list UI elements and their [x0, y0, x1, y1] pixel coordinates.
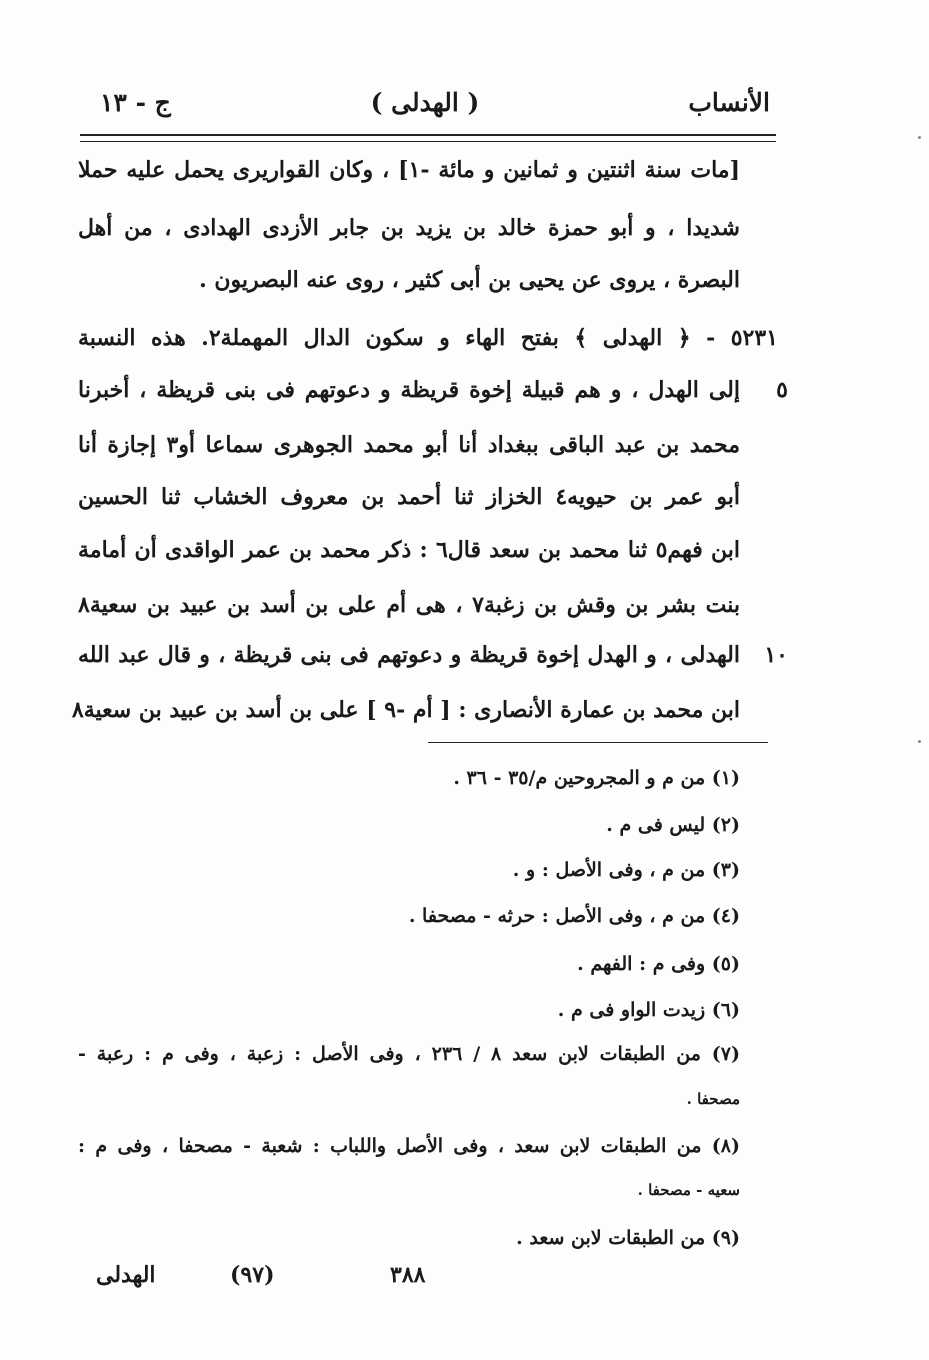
footnote-4: (٤) من م ، وفى الأصل : حرثه - مصحفا . [408, 905, 740, 927]
body-line-10: الهدلى ، و الهدل إخوة قريظة و دعوتهم فى بنى قريظة ، و قال عبد الله [78, 642, 740, 668]
body-line-1: [مات سنة اثنتين و ثمانين و مائة -١] ، وكان القواريرى يحمل عليه حملا [78, 157, 740, 183]
running-head-book-title: الأنساب [688, 88, 770, 117]
footnote-7: (٧) من الطبقات لابن سعد ٨ / ٢٣٦ ، وفى الأصل : زعبة ، وفى م : رعبة - [78, 1043, 740, 1065]
footnote-6: (٦) زيدت الواو فى م . [557, 999, 740, 1021]
footnote-1: (١) من م و المجروحين م/٣٥ - ٣٦ . [453, 767, 740, 789]
body-line-11: ابن محمد بن عمارة الأنصارى : [ أم -٩ ] على بن أسد بن عبيد بن سعية٨ [71, 697, 740, 723]
scan-speck [918, 136, 921, 139]
body-line-5: إلى الهدل ، و هم قبيلة إخوة قريظة و دعوتهم فى بنى قريظة ، أخبرنا [78, 377, 740, 403]
line-number-5: ٥ [776, 377, 788, 403]
footnote-9: (٩) من الطبقات لابن سعد . [516, 1227, 740, 1249]
header-rule [80, 134, 776, 142]
footer-reference: (٩٧) [230, 1262, 275, 1288]
footer-entry-name: الهدلى [96, 1262, 156, 1288]
running-head-volume: ج - ١٣ [100, 88, 171, 117]
footnote-8-continuation: سعيه - مصحفا . [637, 1181, 740, 1199]
body-line-3: البصرة ، يروى عن يحيى بن أبى كثير ، روى عنه البصريون . [199, 267, 740, 293]
scan-speck [918, 740, 921, 743]
footnote-3: (٣) من م ، وفى الأصل : و . [512, 859, 740, 881]
footnote-rule [428, 742, 768, 743]
footnote-5: (٥) وفى م : الفهم . [577, 953, 740, 975]
footnote-7-continuation: مصحفا . [686, 1090, 740, 1108]
footnote-2: (٢) ليس فى م . [606, 814, 740, 836]
running-head-entry: ( الهدلى ) [370, 88, 480, 117]
running-head [80, 88, 770, 124]
body-line-6: محمد بن عبد الباقى ببغداد أنا أبو محمد الجوهرى سماعا أو٣ إجازة أنا [78, 432, 740, 458]
line-number-10: ١٠ [764, 642, 788, 668]
body-line-2: شديدا ، و أبو حمزة خالد بن يزيد بن جابر الأزدى الهدادى ، من أهل [78, 215, 740, 241]
footnote-8: (٨) من الطبقات لابن سعد ، وفى الأصل واللباب : شعبة - مصحفا ، وفى م : [78, 1135, 740, 1157]
page-number: ٣٨٨ [390, 1262, 426, 1288]
entry-heading-line: ٥٢٣١ - ﴿ الهدلى ﴾ بفتح الهاء و سكون الدال المهملة٢. هذه النسبة [78, 325, 778, 351]
body-line-8: ابن فهم٥ ثنا محمد بن سعد قال٦ : ذكر محمد بن عمر الواقدى أن أمامة [78, 537, 740, 563]
body-line-7: أبو عمر بن حيويه٤ الخزاز ثنا أحمد بن معروف الخشاب ثنا الحسين [78, 484, 740, 510]
body-line-9: بنت بشر بن وقش بن زغبة٧ ، هى أم على بن أسد بن عبيد بن سعية٨ [78, 592, 740, 618]
page-footer [90, 1262, 750, 1298]
